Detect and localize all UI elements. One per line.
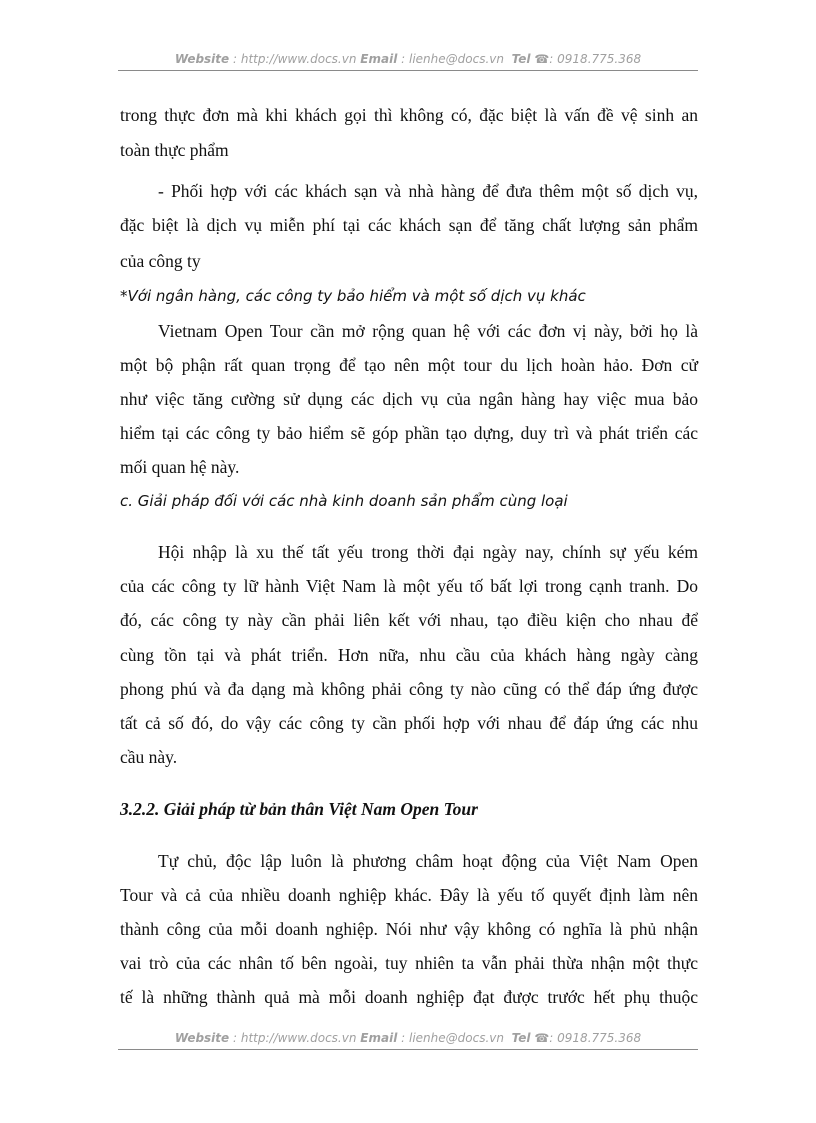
text-line: vai trò của các nhân tố bên ngoài, tuy nhiên ta vẫn phải thừa nhận một thực bbox=[120, 953, 698, 973]
header-divider bbox=[118, 70, 698, 71]
footer-tel-value: : 0918.775.368 bbox=[549, 1031, 642, 1045]
subheading-bank: *Với ngân hàng, các công ty bảo hiểm và một số dịch vụ khác bbox=[120, 287, 586, 305]
text-line: một bộ phận rất quan trọng để tạo nên một tour du lịch hoàn hảo. Đơn cử bbox=[120, 355, 698, 375]
text-line: thành công của mỗi doanh nghiệp. Nói như vậy không có nghĩa là phủ nhận bbox=[120, 919, 698, 939]
footer-website-url[interactable]: : http://www.docs.vn bbox=[233, 1031, 357, 1045]
header-website-url[interactable]: : http://www.docs.vn bbox=[233, 52, 357, 66]
text-line: đặc biệt là dịch vụ miễn phí tại các khách sạn để tăng chất lượng sản phẩm bbox=[120, 215, 698, 235]
text-line: phong phú và đa dạng mà không phải công ty nào cũng có thể đáp ứng được bbox=[120, 679, 698, 699]
text-line: của công ty bbox=[120, 251, 201, 271]
text-line: Hội nhập là xu thế tất yếu trong thời đại ngày nay, chính sự yếu kém bbox=[158, 542, 698, 562]
footer-divider bbox=[118, 1049, 698, 1050]
footer-email-label: Email bbox=[360, 1031, 398, 1045]
text-line: Tour và cả của nhiều doanh nghiệp khác. Đây là yếu tố quyết định làm nên bbox=[120, 885, 698, 905]
page-header bbox=[118, 52, 698, 66]
text-line: trong thực đơn mà khi khách gọi thì không có, đặc biệt là vấn đề vệ sinh an bbox=[120, 105, 698, 125]
text-line: tất cả số đó, do vậy các công ty cần phối hợp với nhau để đáp ứng các nhu bbox=[120, 713, 698, 733]
footer-email-value[interactable]: : lienhe@docs.vn bbox=[401, 1031, 504, 1045]
text-line: toàn thực phẩm bbox=[120, 140, 229, 160]
footer-tel-label: Tel bbox=[511, 1031, 531, 1045]
text-line: Vietnam Open Tour cần mở rộng quan hệ với các đơn vị này, bởi họ là bbox=[158, 321, 698, 341]
header-tel-value: : 0918.775.368 bbox=[549, 52, 642, 66]
text-line: như việc tăng cường sử dụng các dịch vụ của ngân hàng hay việc mua bảo bbox=[120, 389, 698, 409]
header-tel-label: Tel bbox=[511, 52, 531, 66]
text-line: cùng tồn tại và phát triển. Hơn nữa, nhu cầu của khách hàng ngày càng bbox=[120, 645, 698, 665]
footer-website-label: Website bbox=[174, 1031, 230, 1045]
text-line: - Phối hợp với các khách sạn và nhà hàng để đưa thêm một số dịch vụ, bbox=[158, 181, 698, 201]
text-line: của các công ty lữ hành Việt Nam là một yếu tố bất lợi trong cạnh tranh. Do bbox=[120, 576, 698, 596]
text-line: đó, các công ty này cần phải liên kết với nhau, tạo điều kiện cho nhau để bbox=[120, 610, 698, 630]
subheading-c: c. Giải pháp đối với các nhà kinh doanh sản phẩm cùng loại bbox=[120, 492, 568, 510]
section-title: 3.2.2. Giải pháp từ bản thân Việt Nam Open Tour bbox=[120, 799, 478, 819]
text-line: cầu này. bbox=[120, 747, 178, 767]
text-line: tế là những thành quả mà mỗi doanh nghiệp đạt được trước hết phụ thuộc bbox=[120, 987, 698, 1007]
phone-icon: ☎ bbox=[534, 52, 550, 66]
text-line: Tự chủ, độc lập luôn là phương châm hoạt động của Việt Nam Open bbox=[158, 851, 698, 871]
header-email-value[interactable]: : lienhe@docs.vn bbox=[401, 52, 504, 66]
phone-icon: ☎ bbox=[534, 1031, 550, 1045]
text-line: hiểm tại các công ty bảo hiểm sẽ góp phần tạo dựng, duy trì và phát triển các bbox=[120, 423, 698, 443]
text-line: mối quan hệ này. bbox=[120, 457, 240, 477]
page-footer bbox=[118, 1031, 698, 1045]
header-email-label: Email bbox=[360, 52, 398, 66]
header-website-label: Website bbox=[174, 52, 230, 66]
